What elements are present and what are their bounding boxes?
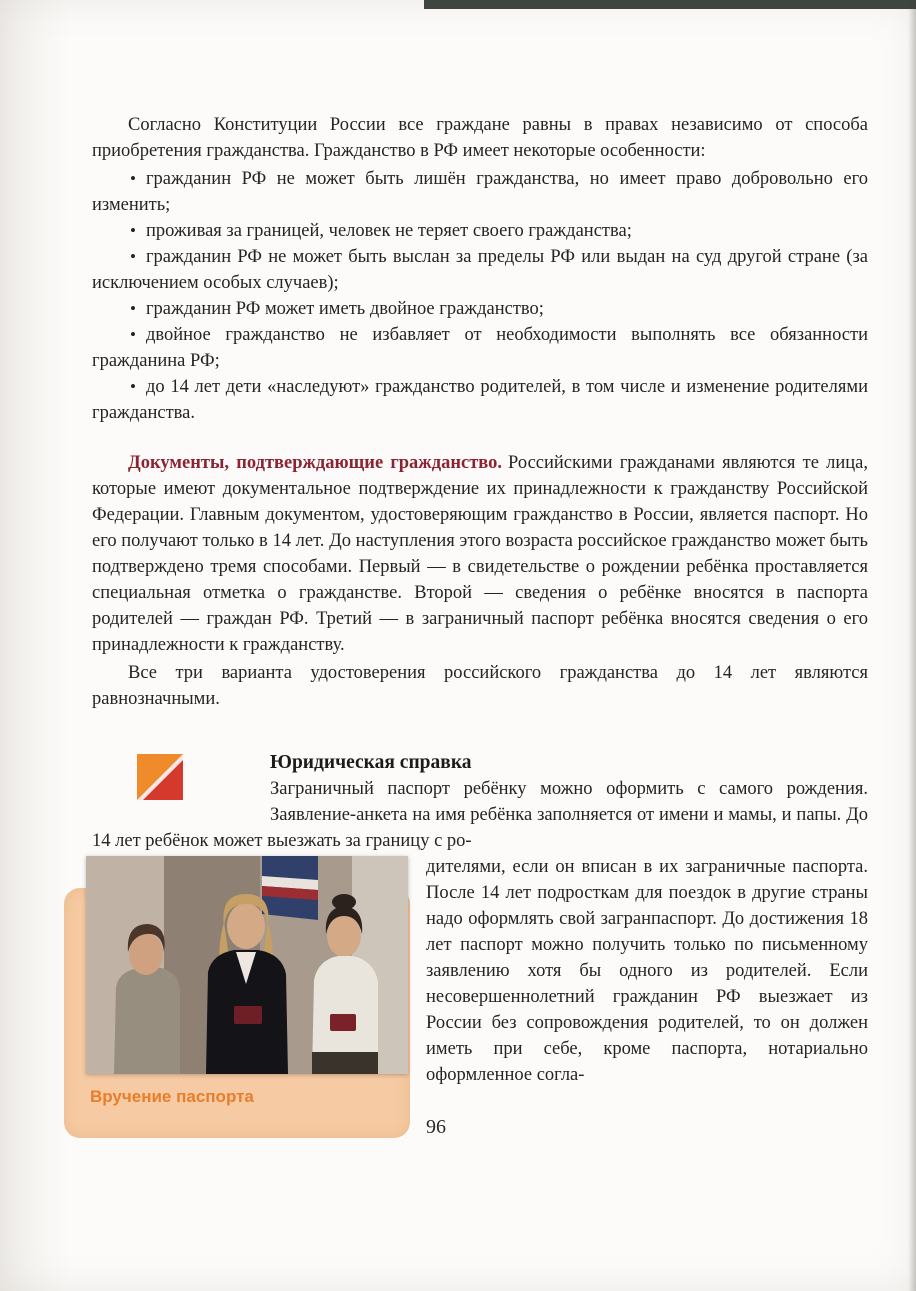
bullet-text: гражданин РФ не может быть выслан за пределы РФ или выдан на суд другой стране (за исключением особых случаев); [92, 247, 868, 293]
bullet-text: до 14 лет дети «наследуют» гражданство родителей, в том числе и изменение родителями гражданства. [92, 377, 868, 423]
photo-caption: Вручение паспорта [90, 1087, 254, 1106]
list-item [92, 296, 868, 322]
documents-paragraph [92, 450, 868, 658]
list-item [92, 166, 868, 218]
intro-paragraph: Согласно Конституции России все граждане равны в правах независимо от способа приобретения гражданства. Гражданство в РФ имеет некоторые особенности: [92, 115, 868, 161]
documents-body: Российскими гражданами являются те лица, которые имеют документальное подтверждение их принадлежности к гражданству Российской Федерации. Главным документом, удостоверяющим гражданство в России, является паспорт. Но его получают только в 14 лет. До наступления этого возраста российское гражданство может быть подтверждено тремя способами. Первый — в свидетельстве о рождении ребёнка проставляется специальная отметка о гражданстве. Второй — сведения о ребёнке вносятся в паспорта родителей — граждан РФ. Третий — в заграничный паспорт ребёнка вносятся сведения о его принадлежности к гражданству. [92, 453, 868, 655]
bullet-dot-icon: • [130, 299, 136, 318]
passport-ceremony-photo [86, 856, 408, 1074]
bullet-dot-icon: • [130, 325, 136, 344]
bullet-text: гражданин РФ может иметь двойное гражданство; [145, 299, 544, 319]
bullet-dot-icon: • [130, 169, 136, 188]
legal-note-icon [137, 754, 183, 800]
bullet-text: двойное гражданство не избавляет от необходимости выполнять все обязанности гражданина РФ; [92, 325, 868, 371]
list-item [92, 244, 868, 296]
bullet-text: проживая за границей, человек не теряет своего гражданства; [145, 221, 632, 241]
legal-note-body-1: Заграничный паспорт ребёнку можно оформить с самого рождения. Заявление-анкета на имя ребёнка заполняется от имени и мамы, и папы. До 14 лет ребёнок может выезжать за границу с ро- [92, 779, 868, 851]
legal-note-title: Юридическая справка [270, 752, 472, 773]
legal-note-section [90, 750, 868, 1106]
features-bullet-list [92, 166, 868, 426]
bullet-text: гражданин РФ не может быть лишён гражданства, но имеет право добровольно его изменить; [92, 169, 868, 215]
legal-note-body-2: дителями, если он вписан в их заграничные паспорта. После 14 лет подросткам для поездок в другие страны надо оформлять свой загранпаспорт. До достижения 18 лет паспорт можно получить только по письменному заявлению хотя бы одного из родителей. Если несовершеннолетний гражданин РФ выезжает из России без сопровождения родителей, то он должен иметь при себе, кроме паспорта, нотариально оформленное согла- [426, 857, 868, 1085]
list-item [92, 218, 868, 244]
list-item [92, 374, 868, 426]
documents-lead: Документы, подтверждающие гражданство. [128, 453, 503, 473]
bullet-dot-icon: • [130, 247, 136, 266]
folded-square-icon [137, 754, 183, 800]
list-item [92, 322, 868, 374]
page-number: 96 [426, 1116, 446, 1138]
legal-note-body-2-block [90, 854, 868, 1106]
documents-summary-paragraph: Все три варианта удостоверения российского гражданства до 14 лет являются равнозначными. [92, 663, 868, 709]
bullet-dot-icon: • [130, 221, 136, 240]
photo-figure [64, 856, 414, 1148]
bullet-dot-icon: • [130, 377, 136, 396]
photo-illustration [86, 856, 408, 1074]
